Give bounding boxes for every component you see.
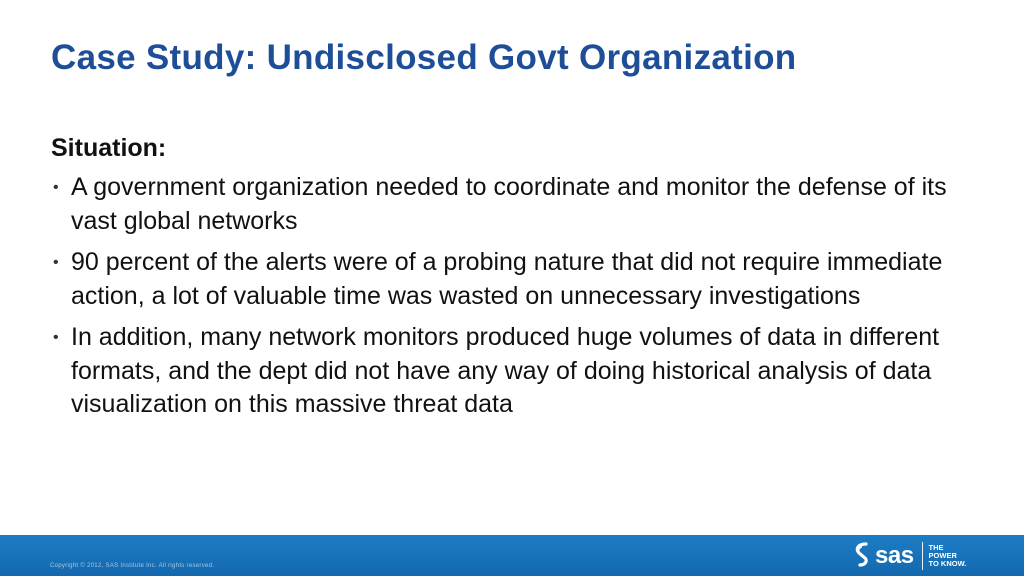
bullet-text: 90 percent of the alerts were of a probing nature that did not require immediate action, a lot of valuable time was wasted on unnecessary investigations: [71, 248, 943, 310]
section-heading: Situation:: [51, 134, 167, 162]
bullet-text: In addition, many network monitors produced huge volumes of data in different formats, and the dept did not have any way of doing historical analysis of data visualization on this massive threat data: [71, 323, 940, 418]
bullet-dot-icon: •: [53, 329, 59, 346]
copyright-text: Copyright © 2012, SAS Institute Inc. All rights reserved.: [50, 563, 215, 569]
bullet-list: [51, 171, 981, 422]
sas-swirl-icon: [852, 542, 874, 570]
sas-logo: [852, 540, 966, 572]
tagline-line: TO KNOW.: [928, 559, 967, 568]
footer-bar: [0, 535, 1024, 576]
tagline-line: POWER: [928, 551, 957, 560]
sas-wordmark: sas: [875, 542, 914, 569]
slide-content: [51, 131, 981, 430]
bullet-dot-icon: •: [53, 179, 59, 196]
bullet-item: [51, 171, 981, 238]
slide-title: Case Study: Undisclosed Govt Organization: [51, 38, 797, 77]
bullet-dot-icon: •: [53, 254, 59, 271]
sas-tagline: [929, 544, 967, 568]
tagline-line: THE: [928, 543, 944, 552]
bullet-text: A government organization needed to coordinate and monitor the defense of its vast global networks: [71, 173, 947, 235]
bullet-item: [51, 246, 981, 313]
logo-divider: [922, 542, 923, 570]
bullet-item: [51, 321, 981, 422]
